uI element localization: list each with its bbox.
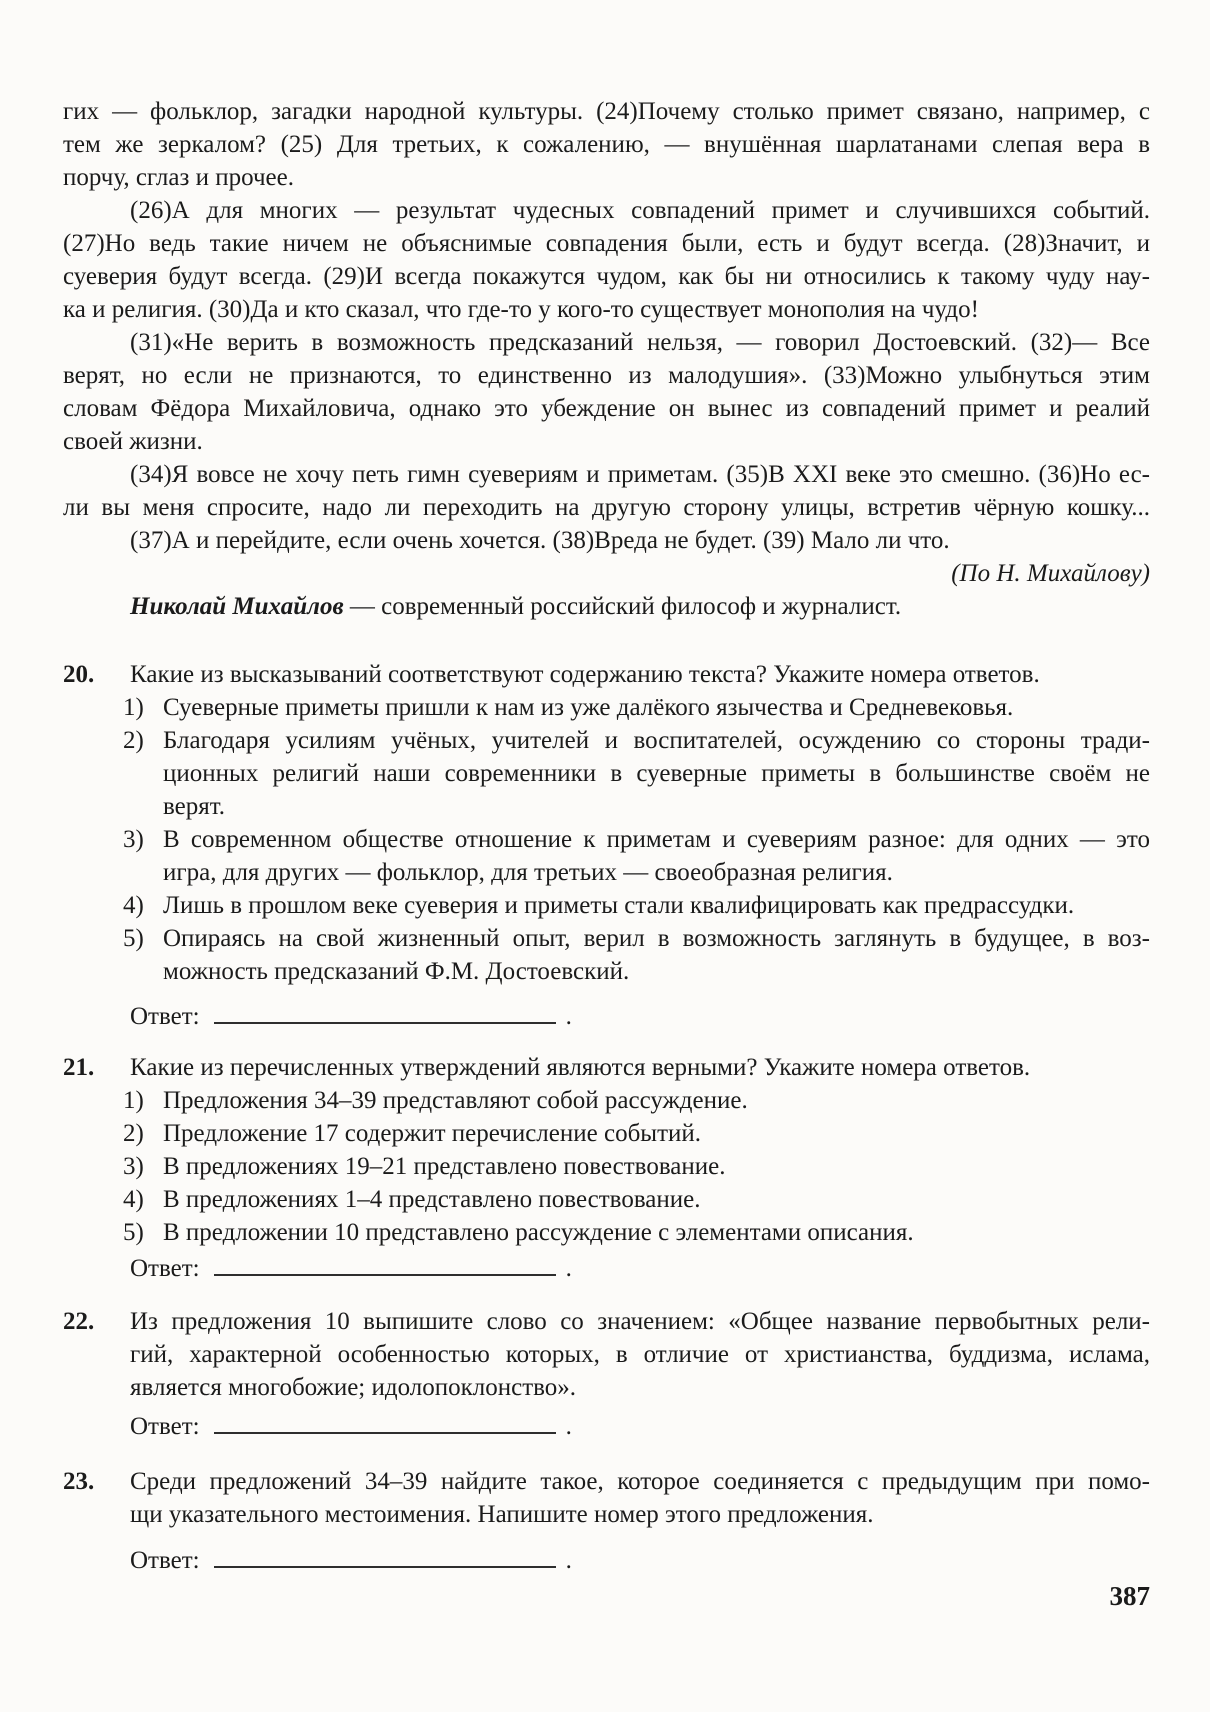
answer-row [130,1000,1150,1034]
answer-label: Ответ: [130,1255,200,1282]
passage-line: словам Фёдора Михайловича, однако это убеждение он вынес из совпадений примет и реалий [63,395,1150,422]
option [123,889,1150,922]
question-22 [63,1305,1150,1444]
option [123,823,1150,889]
passage-line: (34)Я вовсе не хочу петь гимн суевериям и приметам. (35)В XXI веке это смешно. (36)Но ес- [130,461,1150,488]
option-label: 3) [123,826,144,853]
option-line: В предложениях 19–21 представлено повествование. [163,1153,726,1180]
passage-line: ка и религия. (30)Да и кто сказал, что где-то у кого-то существует монополия на чудо! [63,296,979,323]
option [123,1216,1150,1249]
answer-period: . [565,1003,572,1030]
option-label: 1) [123,1087,144,1114]
option-label: 5) [123,1219,144,1246]
question-prompt-line: щи указательного местоимения. Напишите номер этого предложения. [130,1501,874,1528]
question-prompt-line: Среди предложений 34–39 найдите такое, которое соединяется с предыдущим при помо- [130,1468,1150,1495]
answer-period: . [565,1547,572,1574]
option [123,1183,1150,1216]
question-number: 20. [63,661,95,688]
passage-line: ли вы меня спросите, надо ли переходить на другую сторону улицы, встретив чёрную кошку... [63,494,1150,521]
passage-line: гих — фольклор, загадки народной культуры. (24)Почему столько примет связано, например, с [63,98,1150,125]
passage-line: своей жизни. [63,428,203,455]
answer-row [130,1252,1150,1286]
option-label: 4) [123,892,144,919]
question-prompt-line: Какие из перечисленных утверждений являются верными? Укажите номера ответов. [130,1054,1031,1081]
author-note [63,590,1150,623]
option-label: 4) [123,1186,144,1213]
passage-line: (26)А для многих — результат чудесных совпадений примет и случившихся событий. [130,197,1150,224]
option [123,1084,1150,1117]
option [123,691,1150,724]
option-label: 2) [123,727,144,754]
option-line: Лишь в прошлом веке суеверия и приметы стали квалифицировать как предрассудки. [163,892,1075,919]
option [123,1117,1150,1150]
answer-row [130,1544,1150,1578]
option-line: В современном обществе отношение к приметам и суевериям разное: для одних — это [163,826,1150,853]
answer-label: Ответ: [130,1003,200,1030]
answer-period: . [565,1413,572,1440]
passage-line: тем же зеркалом? (25) Для третьих, к сожалению, — внушённая шарлатанами слепая вера в [63,131,1150,158]
question-number: 21. [63,1054,95,1081]
answer-blank [214,1268,556,1276]
option-label: 3) [123,1153,144,1180]
option-line: верят. [163,793,226,820]
passage-line: (37)А и перейдите, если очень хочется. (38)Вреда не будет. (39) Мало ли что. [130,527,950,554]
passage-line: (31)«Не верить в возможность предсказаний нельзя, — говорил Достоевский. (32)— Все [130,329,1150,356]
option-line: В предложениях 1–4 представлено повествование. [163,1186,701,1213]
question-prompt-line: Из предложения 10 выпишите слово со значением: «Общее название первобытных рели- [130,1308,1150,1335]
author-description: — современный российский философ и журналист. [343,593,902,620]
answer-period: . [565,1255,572,1282]
question-20 [63,658,1150,1034]
option-line: можность предсказаний Ф.М. Достоевский. [163,958,630,985]
question-prompt-line: Какие из высказываний соответствуют содержанию текста? Укажите номера ответов. [130,661,1040,688]
option-line: В предложении 10 представлено рассуждение с элементами описания. [163,1219,914,1246]
passage-line: верят, но если не признаются, то единственно из малодушия». (33)Можно улыбнуться этим [63,362,1150,389]
option-line: Опираясь на свой жизненный опыт, верил в возможность заглянуть в будущее, в воз- [163,925,1150,952]
option-line: Предложение 17 содержит перечисление событий. [163,1120,702,1147]
option-line: Благодаря усилиям учёных, учителей и воспитателей, осуждению со стороны тради- [163,727,1150,754]
question-number: 22. [63,1308,95,1335]
option-line: Суеверные приметы пришли к нам из уже далёкого язычества и Средневековья. [163,694,1014,721]
option [123,922,1150,988]
question-number: 23. [63,1468,95,1495]
option-line: игра, для других — фольклор, для третьих — своеобразная религия. [163,859,893,886]
option-line: Предложения 34–39 представляют собой рассуждение. [163,1087,748,1114]
question-21 [63,1051,1150,1286]
answer-label: Ответ: [130,1413,200,1440]
answer-blank [214,1426,556,1434]
page-number: 387 [1109,1581,1150,1611]
passage-line: порчу, сглаз и прочее. [63,164,294,191]
option-label: 5) [123,925,144,952]
option [123,1150,1150,1183]
question-prompt-line: является многобожие; идолопоклонство». [130,1374,577,1401]
question-prompt-line: гий, характерной особенностью которых, в отличие от христианства, буддизма, ислама, [130,1341,1150,1368]
option-label: 2) [123,1120,144,1147]
passage-line: суеверия будут всегда. (29)И всегда покажутся чудом, как бы ни относились к такому чуду нау- [63,263,1150,290]
passage-line: (27)Но ведь такие ничем не объяснимые совпадения были, есть и будут всегда. (28)Значит, и [63,230,1150,257]
option [123,724,1150,823]
answer-blank [214,1016,556,1024]
answer-blank [214,1560,556,1568]
passage [63,95,1150,623]
question-23 [63,1465,1150,1578]
author-name: Николай Михайлов [130,593,344,620]
option-label: 1) [123,694,144,721]
option-line: ционных религий наши современники в суеверные приметы в большинстве своём не [163,760,1150,787]
attribution: (По Н. Михайлову) [951,560,1150,587]
answer-row [130,1410,1150,1444]
answer-label: Ответ: [130,1547,200,1574]
